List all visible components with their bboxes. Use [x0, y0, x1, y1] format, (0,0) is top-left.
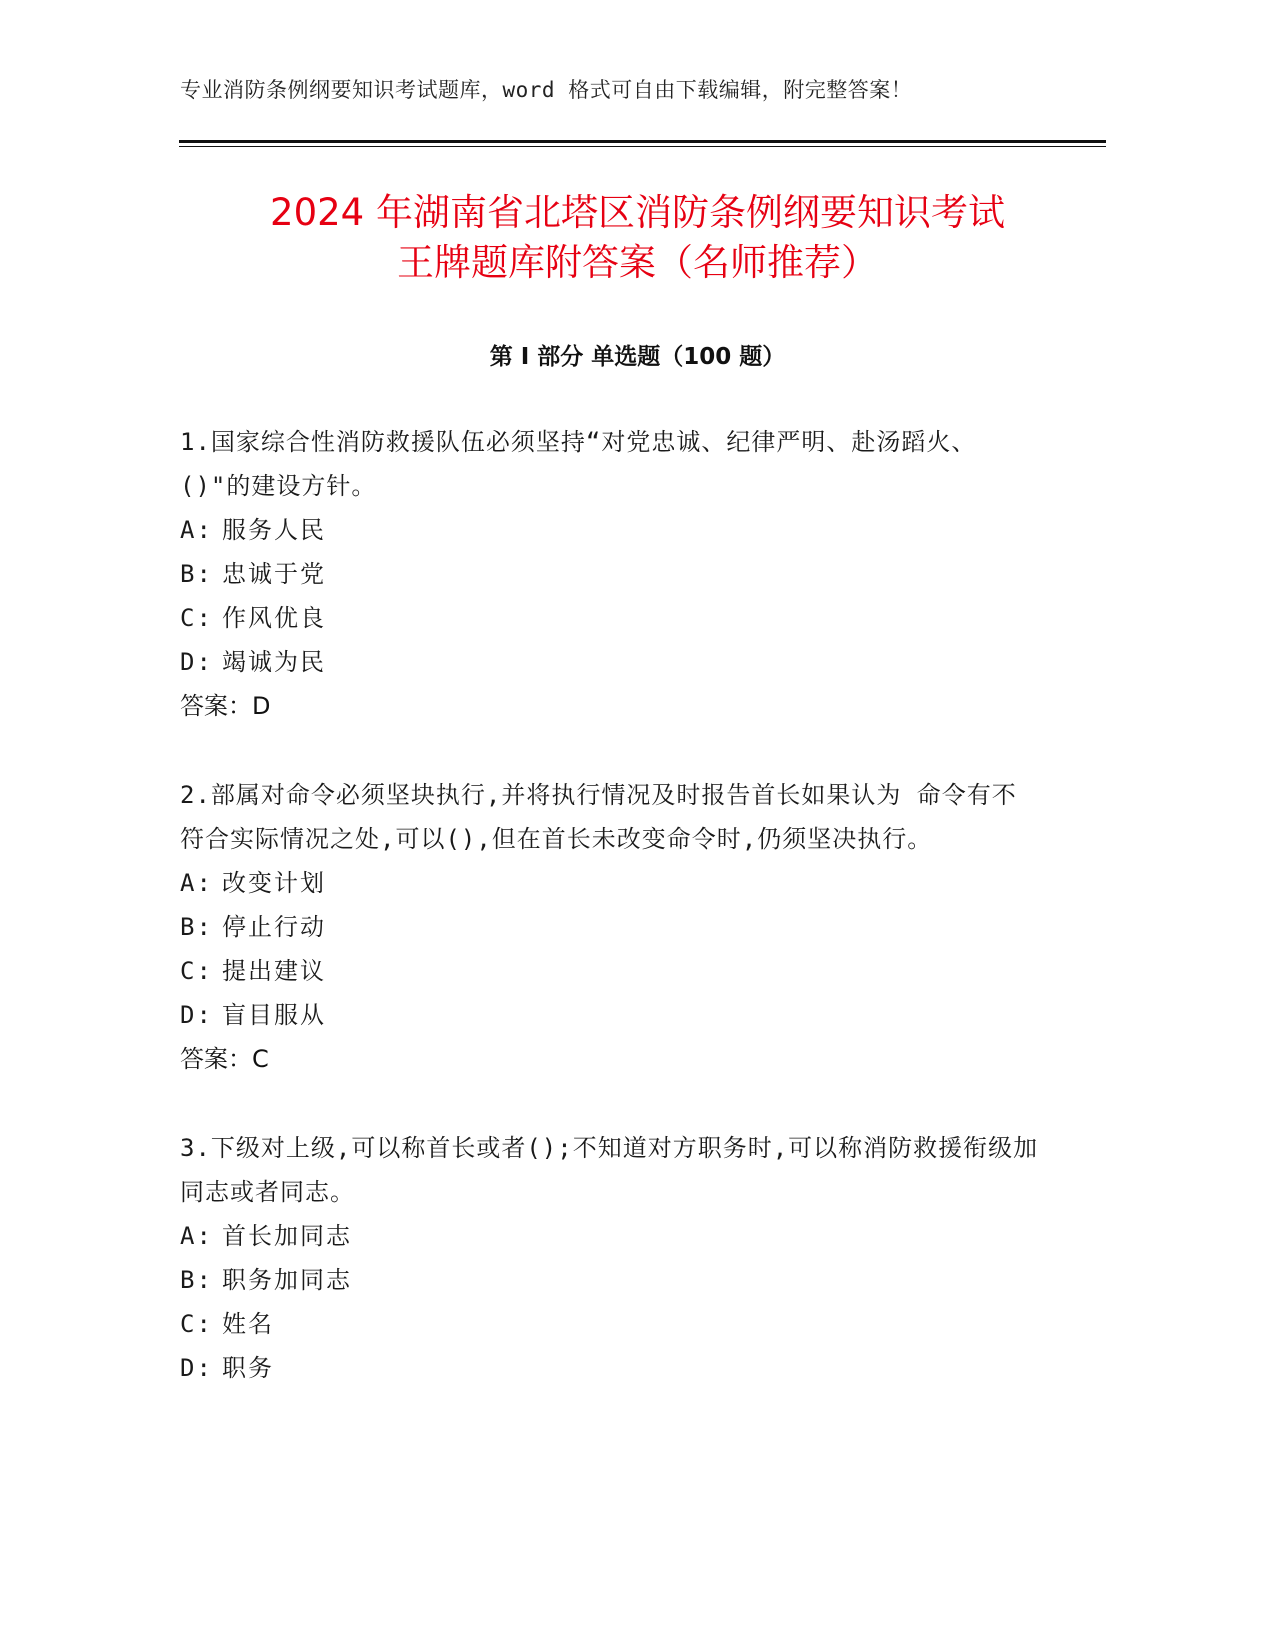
- option-text: 首长加同志: [222, 1222, 352, 1250]
- document-title: [150, 188, 1125, 288]
- question-text: 1.国家综合性消防救援队伍必须坚持“对党忠诚、纪律严明、赴汤蹈火、()"的建设方针。: [180, 428, 977, 500]
- option-key: A:: [180, 1222, 213, 1250]
- option-key: D:: [180, 1354, 213, 1382]
- option-text: 改变计划: [222, 869, 326, 897]
- option-key: C:: [180, 957, 213, 985]
- question-list: [180, 420, 1040, 1435]
- answer-line: 答案：D: [180, 692, 271, 720]
- option-text: 作风优良: [222, 604, 326, 632]
- option-key: B:: [180, 1266, 213, 1294]
- question-text: 3.下级对上级,可以称首长或者();不知道对方职务时,可以称消防救援衔级加同志或者同志。: [180, 1134, 1039, 1206]
- option-text: 盲目服从: [222, 1001, 326, 1029]
- option-text: 竭诚为民: [222, 648, 326, 676]
- option-key: A:: [180, 869, 213, 897]
- option-d: [180, 993, 1040, 1037]
- option-text: 服务人民: [222, 516, 326, 544]
- option-text: 职务: [222, 1354, 274, 1382]
- option-key: C:: [180, 604, 213, 632]
- option-key: D:: [180, 1001, 213, 1029]
- option-key: A:: [180, 516, 213, 544]
- option-b: [180, 905, 1040, 949]
- option-a: [180, 861, 1040, 905]
- option-text: 姓名: [222, 1310, 274, 1338]
- option-key: B:: [180, 560, 213, 588]
- question-2: [180, 773, 1040, 1081]
- option-c: [180, 1302, 1040, 1346]
- question-1: [180, 420, 1040, 728]
- document-title-line-1: 2024 年湖南省北塔区消防条例纲要知识考试: [270, 191, 1005, 234]
- option-a: [180, 508, 1040, 552]
- option-key: C:: [180, 1310, 213, 1338]
- question-3: [180, 1126, 1040, 1390]
- section-title: 第 I 部分 单选题（100 题）: [489, 344, 786, 370]
- option-key: B:: [180, 913, 213, 941]
- option-d: [180, 1346, 1040, 1390]
- header-divider-thin: [179, 146, 1106, 147]
- header-divider-thick: [179, 140, 1106, 143]
- option-c: [180, 949, 1040, 993]
- option-text: 职务加同志: [222, 1266, 352, 1294]
- option-key: D:: [180, 648, 213, 676]
- option-text: 提出建议: [222, 957, 326, 985]
- option-d: [180, 640, 1040, 684]
- option-a: [180, 1214, 1040, 1258]
- option-b: [180, 1258, 1040, 1302]
- answer-line: 答案：C: [180, 1045, 269, 1073]
- header-note: 专业消防条例纲要知识考试题库，word 格式可自由下载编辑，附完整答案！: [180, 78, 913, 102]
- document-title-line-2: 王牌题库附答案（名师推荐）: [397, 241, 878, 284]
- option-b: [180, 552, 1040, 596]
- option-c: [180, 596, 1040, 640]
- question-text: 2.部属对命令必须坚块执行,并将执行情况及时报告首长如果认为 命令有不符合实际情况之处,可以(),但在首长未改变命令时,仍须坚决执行。: [180, 781, 1017, 853]
- option-text: 停止行动: [222, 913, 326, 941]
- option-text: 忠诚于党: [222, 560, 326, 588]
